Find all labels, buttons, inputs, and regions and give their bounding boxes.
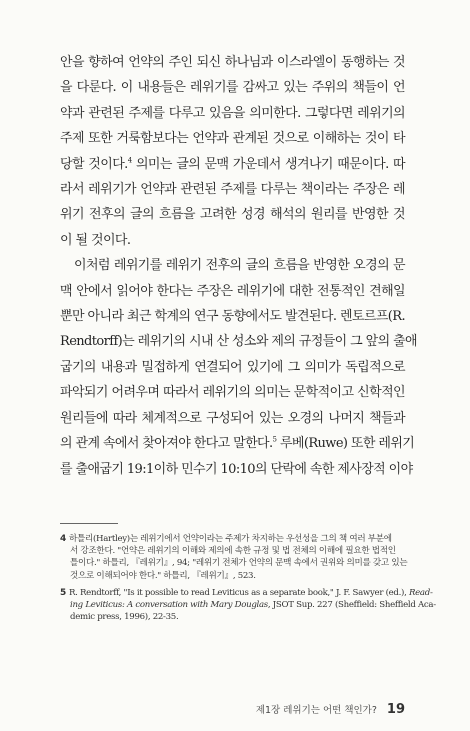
text-segment: 당할 것이다. <box>60 156 128 172</box>
page-number: 19 <box>386 702 405 717</box>
main-text <box>60 50 418 482</box>
text-line: 굽기의 내용과 밀접하게 연결되어 있기에 그 의미가 독립적으로 <box>60 359 405 375</box>
text-line <box>60 152 405 177</box>
text-line: 을 다룬다. 이 내용들은 레위기를 감싸고 있는 주위의 책들이 언 <box>60 80 405 96</box>
footnote-text: R. Rendtorff, "Is it possible to read Leviticus as a separate book," J. F. Sawyer (ed.), <box>68 587 409 598</box>
text-line: 맥 안에서 읽어야 한다는 주장은 레위기에 대한 전통적인 견해일 <box>60 283 405 299</box>
footnote-number: 5 <box>60 587 66 598</box>
footnote-5 <box>60 587 436 624</box>
footnote-line: 것으로 이해되어야 한다." 하틀리, 『레위기』, 523. <box>70 570 256 581</box>
text-line: 이처럼 레위기를 레위기 전후의 글의 흐름을 반영한 오경의 문 <box>74 258 405 274</box>
footnote-line <box>60 587 433 599</box>
text-line: Rendtorff)는 레위기의 시내 산 성소와 제의 규정들이 그 앞의 출애 <box>60 334 418 350</box>
text-line: 파악되기 어려우며 따라서 레위기의 의미는 문학적이고 신학적인 <box>60 385 405 401</box>
footnote-text: , JSOT Sup. 227 (Sheffield: Sheffield Aca- <box>267 600 436 611</box>
footnote-line: 서 강조한다. "언약은 레위기의 이해와 제의에 속한 규정 및 법 전체의 이해에 필요한 법적인 <box>70 546 396 557</box>
footnote-ref-4[interactable]: 4 <box>127 156 132 165</box>
text-line: 위기 전후의 글의 흐름을 고려한 성경 해석의 원리를 반영한 것 <box>60 207 405 223</box>
footnote-text: 하틀리(Hartley)는 레위기에서 언약이라는 주제가 차지하는 우선성을 그의 책 여러 부분에 <box>68 534 392 544</box>
footnote-line: demic press, 1996), 22-35. <box>70 612 179 623</box>
text-line: 라서 레위기가 언약과 관련된 주제를 다루는 책이라는 주장은 레 <box>60 182 405 198</box>
book-title: ing Leviticus: A conversation with Mary Douglas <box>70 600 268 611</box>
text-line: 안을 향하여 언약의 주인 되신 하나님과 이스라엘이 동행하는 것 <box>60 55 405 70</box>
text-segment: 루베(Ruwe) 또한 레위기 <box>279 436 415 452</box>
footnote-divider <box>60 523 118 524</box>
text-line: 원리들에 따라 체계적으로 구성되어 있는 오경의 나머지 책들과 <box>60 410 405 426</box>
text-segment: 의미는 글의 문맥 가운데서 생겨나기 때문이다. 따 <box>135 156 405 172</box>
text-line <box>60 431 415 456</box>
page-footer <box>60 702 405 717</box>
text-line: 를 출애굽기 19:1이하 민수기 10:10의 단락에 속한 제사장적 이야 <box>60 461 413 477</box>
footnote-number: 4 <box>60 534 66 544</box>
footnote-line: 틀이다." 하틀리, 『레위기』, 94; "레위기 전체가 언약의 문맥 속에서 권위와 의미를 갖고 있는 <box>70 558 408 569</box>
footnote-ref-5[interactable]: 5 <box>272 435 277 444</box>
text-line: 뿐만 아니라 최근 학계의 연구 동향에서도 발견된다. 렌토르프(R. <box>60 309 405 325</box>
text-line: 약과 관련된 주제를 다루고 있음을 의미한다. 그렇다면 레위기의 <box>60 105 405 121</box>
footnote-4 <box>60 533 408 582</box>
book-title: Read- <box>408 587 433 598</box>
running-header: 제1장 레위기는 어떤 책인가? <box>255 705 377 716</box>
text-line: 주제 또한 거룩함보다는 언약과 관계된 것으로 이해하는 것이 타 <box>60 131 405 147</box>
text-segment: 의 관계 속에서 찾아져야 한다고 말한다. <box>60 436 273 452</box>
footnotes <box>60 533 436 628</box>
footnote-line <box>60 599 436 611</box>
footnote-line <box>60 533 405 545</box>
text-line: 이 될 것이다. <box>60 232 131 248</box>
